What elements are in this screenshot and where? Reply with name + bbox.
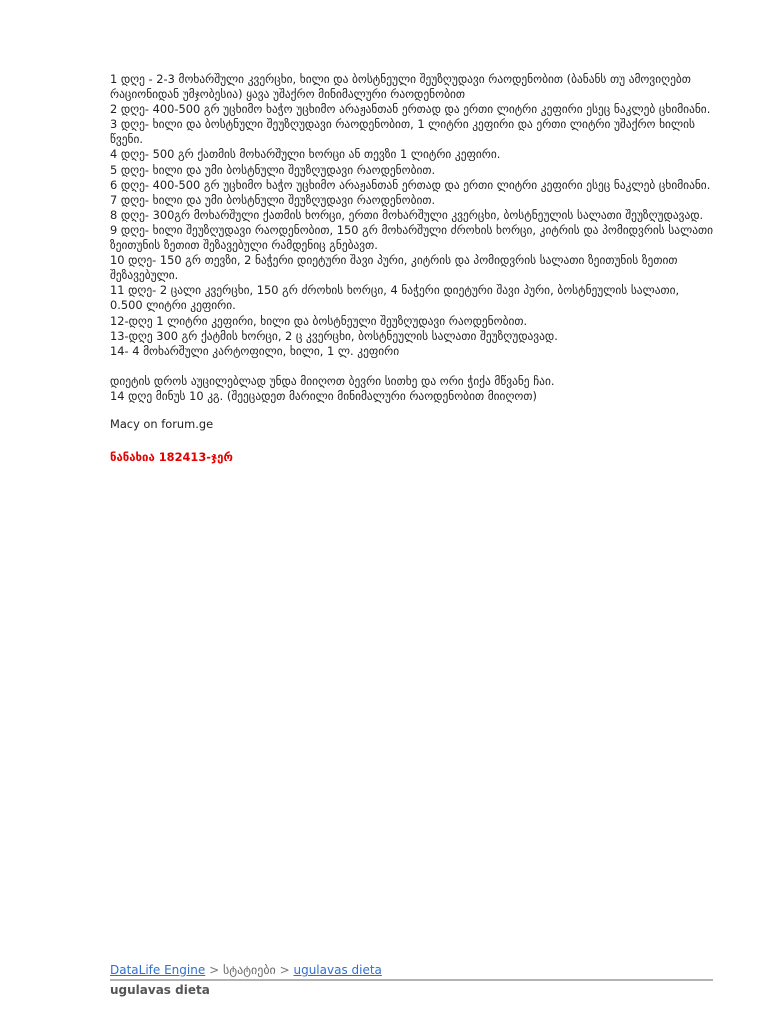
breadcrumb-home-link[interactable]: DataLife Engine xyxy=(110,963,206,977)
diet-day-13: 13-დღე 300 გრ ქატმის ხორცი, 2 ც კვერცხი, ბოსტნეულის სალათი შეუზღუდავად. xyxy=(110,328,558,343)
diet-day-6: 6 დღე- 400-500 გრ უცხიმო ხაჭო უცხიმო არაჟანთან ერთად და ერთი ლიტრი კეფირი ესეც ნაკლებ ცხიმიანი. xyxy=(110,177,711,192)
breadcrumb-separator: > xyxy=(279,963,290,977)
diet-day-11: 11 დღე- 2 ცალი კვერცხი, 150 გრ ძროხის ხორცი, 4 ნაჭერი დიეტური შავი პური, ბოსტნეულის სალათი, 0.500 ლიტრი კეფირი. xyxy=(110,283,680,313)
diet-day-12: 12-დღე 1 ლიტრი კეფირი, ხილი და ბოსტნეული შეუზღუდავი რაოდენობით. xyxy=(110,313,528,328)
diet-result-note: 14 დღე მინუს 10 კგ. (შეეცადეთ მარილი მინიმალური რაოდენობით მიიღოთ) xyxy=(110,388,537,403)
diet-day-5: 5 დღე- ხილი და უმი ბოსტნული შეუზღუდავი რაოდენობით. xyxy=(110,162,436,177)
diet-day-8: 8 დღე- 300გრ მოხარშული ქათმის ხორცი, ერთი მოხარშული კვერცხი, ბოსტნეულის სალათი შეუზღუდავად. xyxy=(110,207,704,222)
breadcrumb-category: სტატიები xyxy=(222,963,276,977)
diet-day-1: 1 დღე - 2-3 მოხარშული კვერცხი, ხილი და ბოსტნეული შეუზღუდავი რაოდენობით (ბანანს თუ ამოვიღებთ რაციონიდან უმჯობესია) ყავა უშაქრო მინიმალური რაოდენობით xyxy=(110,72,691,102)
article-body xyxy=(110,72,715,465)
breadcrumb-current-link[interactable]: ugulavas dieta xyxy=(293,963,382,977)
diet-day-4: 4 დღე- 500 გრ ქათმის მოხარშული ხორცი ან თევზი 1 ლიტრი კეფირი. xyxy=(110,147,501,162)
diet-day-14: 14- 4 მოხარშული კარტოფილი, ხილი, 1 ლ. კეფირი xyxy=(110,343,400,358)
page-footer xyxy=(110,962,713,998)
diet-day-3: 3 დღე- ხილი და ბოსტნული შეუზღუდავი რაოდენობით, 1 ლიტრი კეფირი და ერთი ლიტრი უშაქრო ხილის წვენი. xyxy=(110,117,695,147)
author-credit: Macy on forum.ge xyxy=(110,416,214,431)
breadcrumb xyxy=(110,962,713,981)
diet-day-9: 9 დღე- ხილი შეუზღუდავი რაოდენობით, 150 გრ მოხარშული ძროხის ხორცი, კიტრის და პომიდვრის სალათი ზეითუნის ზეთით შეზავებული რამდენიც გნებავთ. xyxy=(110,222,714,253)
breadcrumb-separator: > xyxy=(209,963,220,977)
paragraph-spacer xyxy=(110,359,715,374)
view-count: ნანახია 182413-ჯერ xyxy=(110,450,233,465)
footer-title: ugulavas dieta xyxy=(110,983,210,997)
diet-day-10: 10 დღე- 150 გრ თევზი, 2 ნაჭერი დიეტური შავი პური, კიტრის და პომიდვრის სალათი ზეითუნის ზეთით შეზავებული. xyxy=(110,253,678,283)
diet-note: დიეტის დროს აუცილებლად უნდა მიიღოთ ბევრი სითხე და ორი ჭიქა მწვანე ჩაი. xyxy=(110,373,555,388)
diet-day-2: 2 დღე- 400-500 გრ უცხიმო ხაჭო უცხიმო არაჟანთან ერთად და ერთი ლიტრი კეფირი ესეც ნაკლებ ცხიმიანი. xyxy=(110,102,711,117)
diet-day-7: 7 დღე- ხილი და უმი ბოსტნული შეუზღუდავი რაოდენობით. xyxy=(110,192,436,207)
